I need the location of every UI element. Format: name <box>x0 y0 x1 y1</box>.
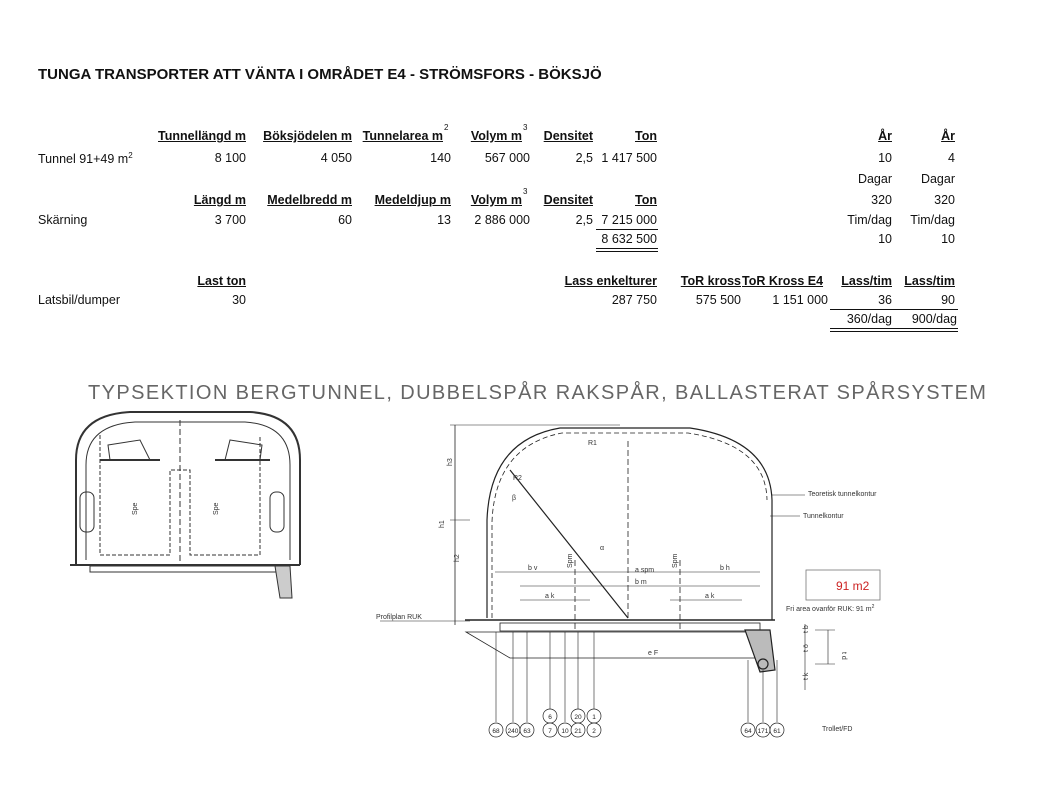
skarning-ton-value: 7 215 000 <box>601 213 657 227</box>
col-header-lass-enkelturer: Lass enkelturer <box>564 274 657 288</box>
col-header-boksjodelen: Böksjödelen m <box>263 129 352 143</box>
small-tunnel-labels <box>132 502 220 515</box>
tunnel-area-value: 140 <box>430 151 451 165</box>
col-header-medelbredd: Medelbredd m <box>267 193 352 207</box>
area-box <box>806 570 880 600</box>
area-superscript: 2 <box>444 123 449 132</box>
callout-2: 2 <box>592 728 596 735</box>
col-header-langd: Längd m <box>193 193 246 207</box>
callout-240: 240 <box>507 728 519 735</box>
latsbil-lt1-value: 36 <box>878 293 892 307</box>
timdag-value-2: 10 <box>941 232 955 246</box>
skarning-bredd-value: 60 <box>338 213 352 227</box>
dim-spm-1: Spm <box>567 553 574 568</box>
row-label-latsbil: Latsbil/dumper <box>38 293 120 307</box>
dim-td: t d <box>840 652 847 660</box>
dim-aspm: a spm <box>635 567 655 574</box>
dim-bv: b v <box>528 565 538 572</box>
profilplan-label: Profilplan RUK <box>376 614 422 621</box>
tunnelkontur-label: Tunnelkontur <box>803 513 844 520</box>
latsbil-last-value: 30 <box>232 293 246 307</box>
skarning-densitet-value: 2,5 <box>575 213 593 227</box>
perdag-line <box>830 309 958 310</box>
col-header-tunnelarea: Tunnelarea m <box>362 129 443 143</box>
col-header-ar-1: År <box>878 129 892 143</box>
spe-label-1: Spe <box>132 502 139 515</box>
callout-63: 63 <box>523 728 531 735</box>
dim-beta: β <box>512 495 517 502</box>
dim-bm: b m <box>635 579 647 586</box>
page-title: TUNGA TRANSPORTER ATT VÄNTA I OMRÅDET E4 - STRÖMSFORS - BÖKSJÖ <box>38 66 602 83</box>
callout-68: 68 <box>492 728 500 735</box>
skarning-djup-value: 13 <box>437 213 451 227</box>
dim-tb: t b <box>803 625 810 633</box>
col-header-tor-kross: ToR kross <box>680 274 741 288</box>
dim-r2: R2 <box>513 475 522 482</box>
skarning-volym-value: 2 886 000 <box>474 213 530 227</box>
row-label-skarning: Skärning <box>38 213 88 227</box>
callout-21: 21 <box>574 728 582 735</box>
skarning-langd-value: 3 700 <box>214 213 246 227</box>
sum-line <box>596 229 658 230</box>
callout-circles <box>489 709 784 737</box>
ar-value-1: 10 <box>878 151 892 165</box>
volym-superscript-2: 3 <box>523 187 528 196</box>
col-header-tor-kross-e4: ToR Kross E4 <box>742 274 824 288</box>
col-header-lass-tim-1: Lass/tim <box>841 274 892 288</box>
timdag-label-1: Tim/dag <box>847 213 892 227</box>
main-tunnel-contour <box>487 428 772 620</box>
callout-10: 10 <box>561 728 569 735</box>
dim-h1: h1 <box>439 520 446 528</box>
dim-ak-2: a k <box>705 593 715 600</box>
dim-tk: t k <box>803 672 810 680</box>
dagar-value-1: 320 <box>871 193 892 207</box>
tunnel-volym-value: 567 000 <box>484 151 530 165</box>
dim-alpha: α <box>600 545 605 552</box>
dim-to: t ö <box>803 644 810 652</box>
volym-superscript: 3 <box>523 123 528 132</box>
callout-20: 20 <box>574 714 582 721</box>
col-header-tunnellangd: Tunnellängd m <box>158 129 246 143</box>
tunnel-densitet-value: 2,5 <box>575 151 593 165</box>
ar-value-2: 4 <box>948 151 955 165</box>
callout-64: 64 <box>744 728 752 735</box>
col-header-volym: Volym m <box>470 129 522 143</box>
perdag-double-line-1 <box>830 328 958 329</box>
author-label: Trollet/FD <box>822 726 853 733</box>
perdag-value-2: 900/dag <box>911 312 957 326</box>
area-note: Fri area ovanför RUK: 91 $m^2$ <box>786 604 875 613</box>
dim-h3: h3 <box>447 458 454 466</box>
col-header-last-ton: Last ton <box>197 274 246 288</box>
col-header-densitet-2: Densitet <box>543 193 593 207</box>
timdag-value-1: 10 <box>878 232 892 246</box>
dagar-label-1: Dagar <box>857 172 892 186</box>
latsbil-tor-value: 575 500 <box>695 293 741 307</box>
callout-61: 61 <box>773 728 781 735</box>
tunnel-boksjo-value: 4 050 <box>320 151 352 165</box>
tunnel-section-drawing <box>0 405 1041 750</box>
callout-7: 7 <box>548 728 552 735</box>
small-tunnel-outline <box>76 412 300 565</box>
col-header-medeldjup: Medeldjup m <box>374 193 451 207</box>
timdag-label-2: Tim/dag <box>910 213 955 227</box>
dim-bh: b h <box>720 565 730 572</box>
dagar-label-2: Dagar <box>920 172 955 186</box>
total-double-line-2 <box>596 251 658 252</box>
dim-ak-1: a k <box>545 593 555 600</box>
latsbil-lass-value: 287 750 <box>611 293 657 307</box>
col-header-volym-2: Volym m <box>470 193 522 207</box>
perdag-value-1: 360/dag <box>846 312 892 326</box>
col-header-ar-2: År <box>941 129 955 143</box>
col-header-lass-tim-2: Lass/tim <box>904 274 955 288</box>
dim-spm-2: Spm <box>672 553 679 568</box>
callout-6: 6 <box>548 714 552 721</box>
dim-h2: h2 <box>454 554 461 562</box>
row-label-tunnel: Tunnel 91+49 $m^2$ <box>38 151 133 167</box>
col-header-ton-2: Ton <box>635 193 657 207</box>
dagar-value-2: 320 <box>934 193 955 207</box>
tunnel-ton-value: 1 417 500 <box>601 151 657 165</box>
drawing-title: TYPSEKTION BERGTUNNEL, DUBBELSPÅR RAKSPÅR, BALLASTERAT SPÅRSYSTEM <box>88 382 988 404</box>
total-ton-value: 8 632 500 <box>601 232 657 246</box>
teoretisk-label: Teoretisk tunnelkontur <box>808 491 877 498</box>
col-header-densitet: Densitet <box>543 129 593 143</box>
callout-171: 171 <box>757 728 769 735</box>
dim-r1: R1 <box>588 440 597 447</box>
tunnel-langd-value: 8 100 <box>214 151 246 165</box>
dim-ef: e F <box>648 650 659 657</box>
latsbil-tor-e4-value: 1 151 000 <box>772 293 828 307</box>
latsbil-lt2-value: 90 <box>941 293 955 307</box>
dimension-labels <box>376 440 877 733</box>
spe-label-2: Spe <box>213 502 220 515</box>
area-box-label: 91 m2 <box>836 579 870 593</box>
perdag-double-line-2 <box>830 331 958 332</box>
total-double-line-1 <box>596 248 658 249</box>
callout-1: 1 <box>592 714 596 721</box>
col-header-ton: Ton <box>635 129 657 143</box>
